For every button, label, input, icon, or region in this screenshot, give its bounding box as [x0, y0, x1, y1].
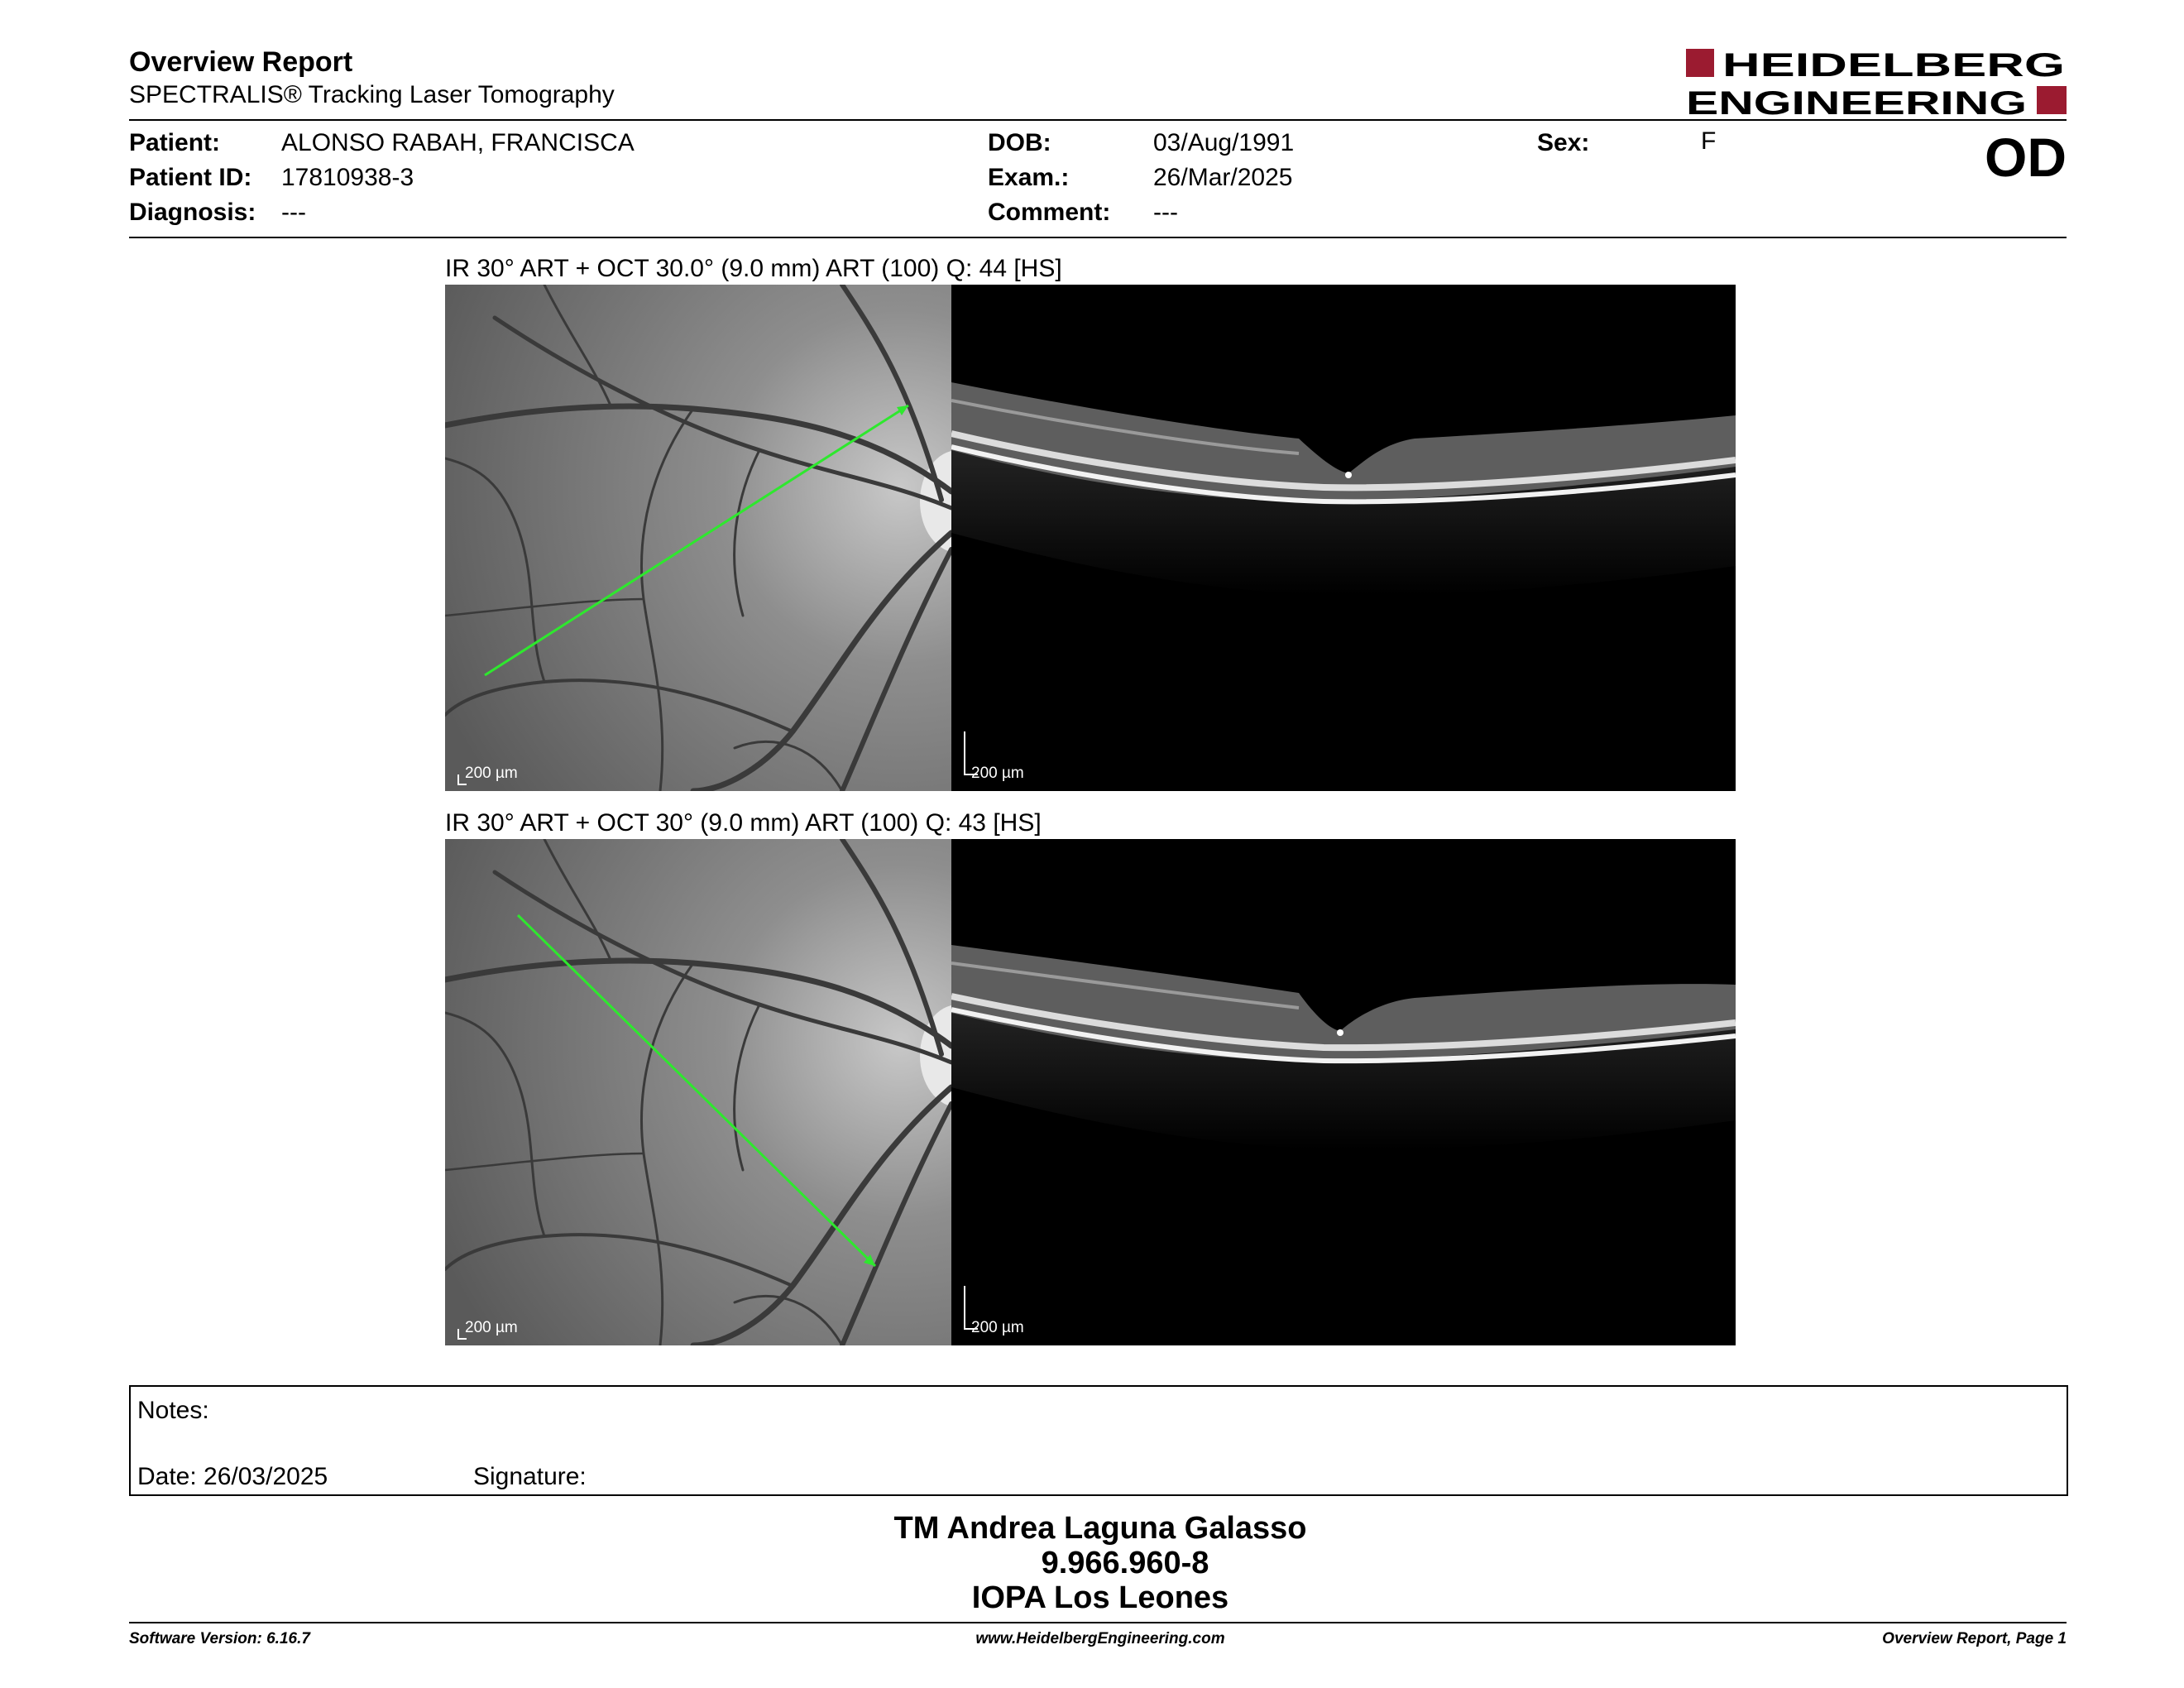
comment-value: ---: [1153, 199, 1178, 226]
scan1-fundus-scale-label: 200 µm: [465, 765, 518, 782]
patient-label: Patient:: [129, 129, 221, 156]
notes-box: [129, 1385, 2068, 1496]
footer-divider: [129, 1622, 2067, 1623]
scan2-caption: IR 30° ART + OCT 30° (9.0 mm) ART (100) Q: 43 [HS]: [445, 809, 1042, 837]
exam-label: Exam.:: [988, 164, 1070, 191]
signatory-institution: IOPA Los Leones: [971, 1580, 1229, 1615]
signatory-id: 9.966.960-8: [1041, 1546, 1209, 1580]
diagnosis-label: Diagnosis:: [129, 199, 256, 226]
report-subtitle: SPECTRALIS® Tracking Laser Tomography: [129, 81, 615, 108]
diagnosis-value: ---: [281, 199, 306, 226]
patient-name: ALONSO RABAH, FRANCISCA: [281, 129, 635, 156]
notes-label: Notes:: [137, 1397, 209, 1424]
scan2-oct-scale-label: 200 µm: [971, 1319, 1024, 1336]
sex-value: F: [1701, 127, 1717, 155]
software-version: Software Version: 6.16.7: [129, 1630, 310, 1647]
heidelberg-logo: [1686, 46, 2067, 117]
logo-line1: HEIDELBERG: [1722, 47, 2065, 84]
dob-label: DOB:: [988, 129, 1051, 156]
scan1-oct-scale-label: 200 µm: [971, 765, 1024, 782]
eye-indicator: OD: [1985, 127, 2067, 188]
scan2-fundus-image[interactable]: [445, 839, 951, 1345]
scan2-fundus-scale-label: 200 µm: [465, 1319, 518, 1336]
page-indicator: Overview Report, Page 1: [1882, 1630, 2067, 1647]
website-link[interactable]: www.HeidelbergEngineering.com: [975, 1630, 1225, 1647]
scan2-oct-bscan[interactable]: [951, 839, 1736, 1345]
scan1-oct-bscan[interactable]: [951, 285, 1736, 791]
signature-label: Signature:: [473, 1463, 587, 1490]
patient-divider: [129, 237, 2067, 238]
dob-value: 03/Aug/1991: [1153, 129, 1295, 156]
patient-id-label: Patient ID:: [129, 164, 252, 191]
patient-id: 17810938-3: [281, 164, 414, 191]
exam-value: 26/Mar/2025: [1153, 164, 1293, 191]
sex-label: Sex:: [1537, 129, 1590, 156]
scan1-caption: IR 30° ART + OCT 30.0° (9.0 mm) ART (100) Q: 44 [HS]: [445, 255, 1062, 282]
scan1-fundus-image[interactable]: [445, 285, 951, 791]
signatory-name: TM Andrea Laguna Galasso: [893, 1511, 1307, 1546]
comment-label: Comment:: [988, 199, 1111, 226]
date-label: Date: 26/03/2025: [137, 1463, 328, 1490]
report-title: Overview Report: [129, 46, 353, 78]
logo-line2: ENGINEERING: [1686, 85, 2027, 117]
header-divider: [129, 119, 2067, 121]
